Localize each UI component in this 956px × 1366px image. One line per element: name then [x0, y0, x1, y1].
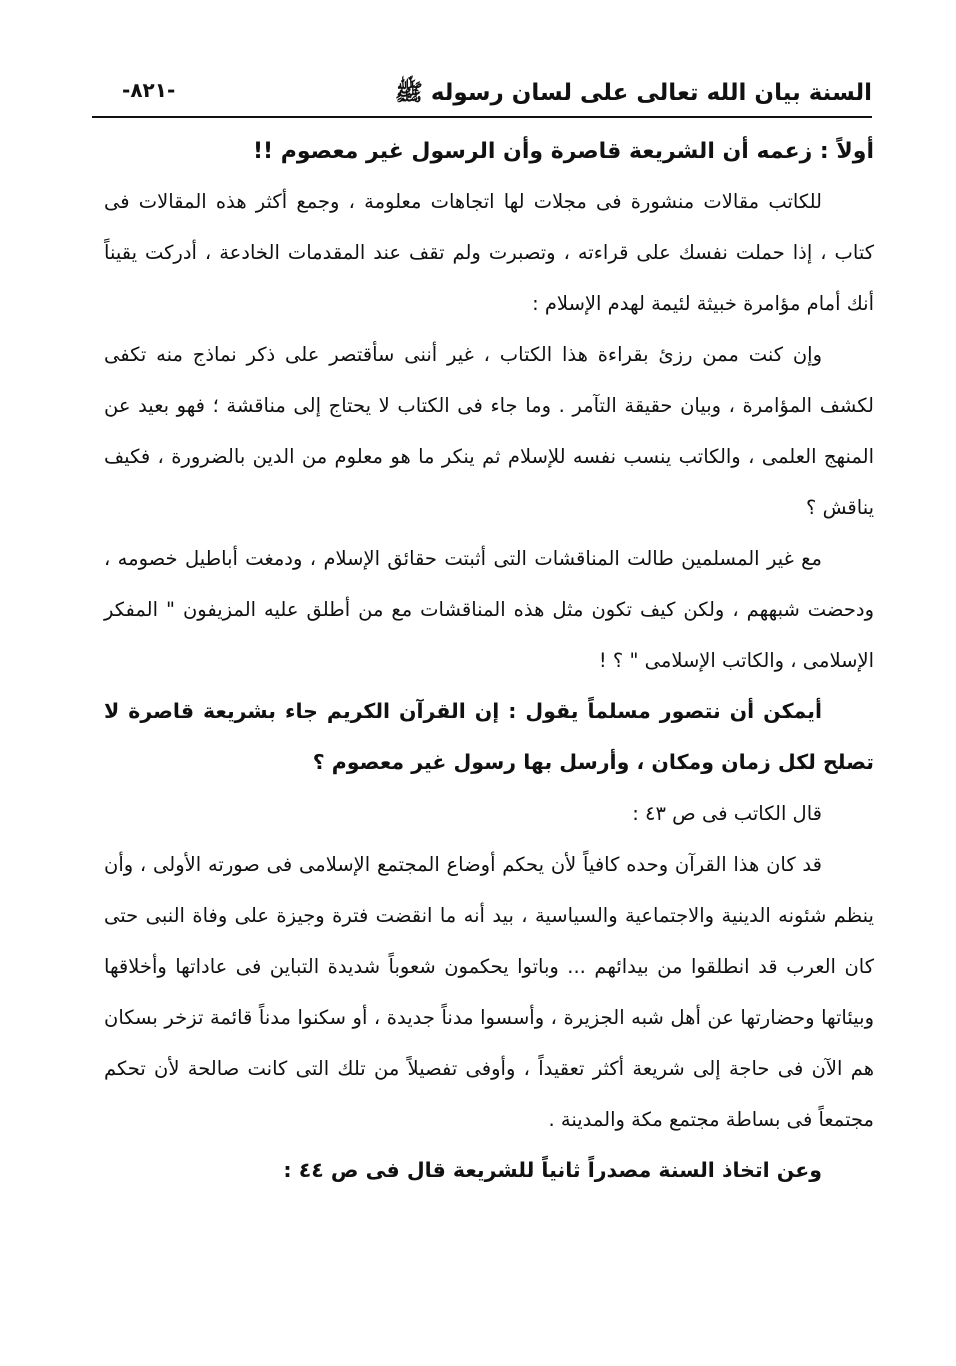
section-heading: أولاً : زعمه أن الشريعة قاصرة وأن الرسول غير معصوم !! [253, 139, 874, 164]
paragraph-7-bold: وعن اتخاذ السنة مصدراً ثانياً للشريعة قال فى ص ٤٤ : [283, 1158, 822, 1182]
paragraph-6-quote: قد كان هذا القرآن وحده كافياً لأن يحكم أوضاع المجتمع الإسلامى فى صورته الأولى ، وأن ينظم شئونه الدينية والاجتماعية والسياسية ، بيد أنه ما انقضت فترة وجيزة على وفاة النبى حتى كان العرب قد انطلقوا من بيدائهم ... وباتوا يحكمون شعوباً شديدة التباين فى عاداتها وأخلاقها وبيئاتها وحضارتها عن أهل شبه الجزيرة ، وأسسوا مدناً جديدة ، أو سكنوا مدناً قائمة تزخر بسكان هم الآن فى حاجة إلى شريعة أكثر تعقيداً ، وأوفى تفصيلاً من تلك التى كانت صالحة لأن تحكم مجتمعاً فى بساطة مجتمع مكة والمدينة . [104, 853, 874, 1131]
paragraph-1: للكاتب مقالات منشورة فى مجلات لها اتجاهات معلومة ، وجمع أكثر هذه المقالات فى كتاب ، إذا حملت نفسك على قراءته ، وتصبرت ولم تقف عند المقدمات الخادعة ، أدركت يقيناً أنك أمام مؤامرة خبيثة لئيمة لهدم الإسلام : [104, 190, 874, 315]
body-text [104, 128, 874, 1196]
running-title: السنة بيان الله تعالى على لسان رسوله ﷺ [395, 80, 872, 106]
paragraph-4-bold-question: أيمكن أن نتصور مسلماً يقول : إن القرآن الكريم جاء بشريعة قاصرة لا تصلح لكل زمان ومكان ، وأرسل بها رسول غير معصوم ؟ [104, 699, 874, 774]
paragraph-2: وإن كنت ممن رزئ بقراءة هذا الكتاب ، غير أننى سأقتصر على ذكر نماذج منه تكفى لكشف المؤامرة ، وبيان حقيقة التآمر . وما جاء فى الكتاب لا يحتاج إلى مناقشة ؛ فهو بعيد عن المنهج العلمى ، والكاتب ينسب نفسه للإسلام ثم ينكر ما هو معلوم من الدين بالضرورة ، فكيف يناقش ؟ [104, 343, 874, 519]
paragraph-3: مع غير المسلمين طالت المناقشات التى أثبتت حقائق الإسلام ، ودمغت أباطيل خصومه ، ودحضت شبههم ، ولكن كيف تكون مثل هذه المناقشات مع من أطلق عليه المزيفون " المفكر الإسلامى ، والكاتب الإسلامى " ؟ ! [104, 547, 874, 672]
page-header [92, 72, 872, 118]
paragraph-5-citation: قال الكاتب فى ص ٤٣ : [632, 802, 822, 825]
page-number: -٨٢١- [122, 78, 176, 102]
